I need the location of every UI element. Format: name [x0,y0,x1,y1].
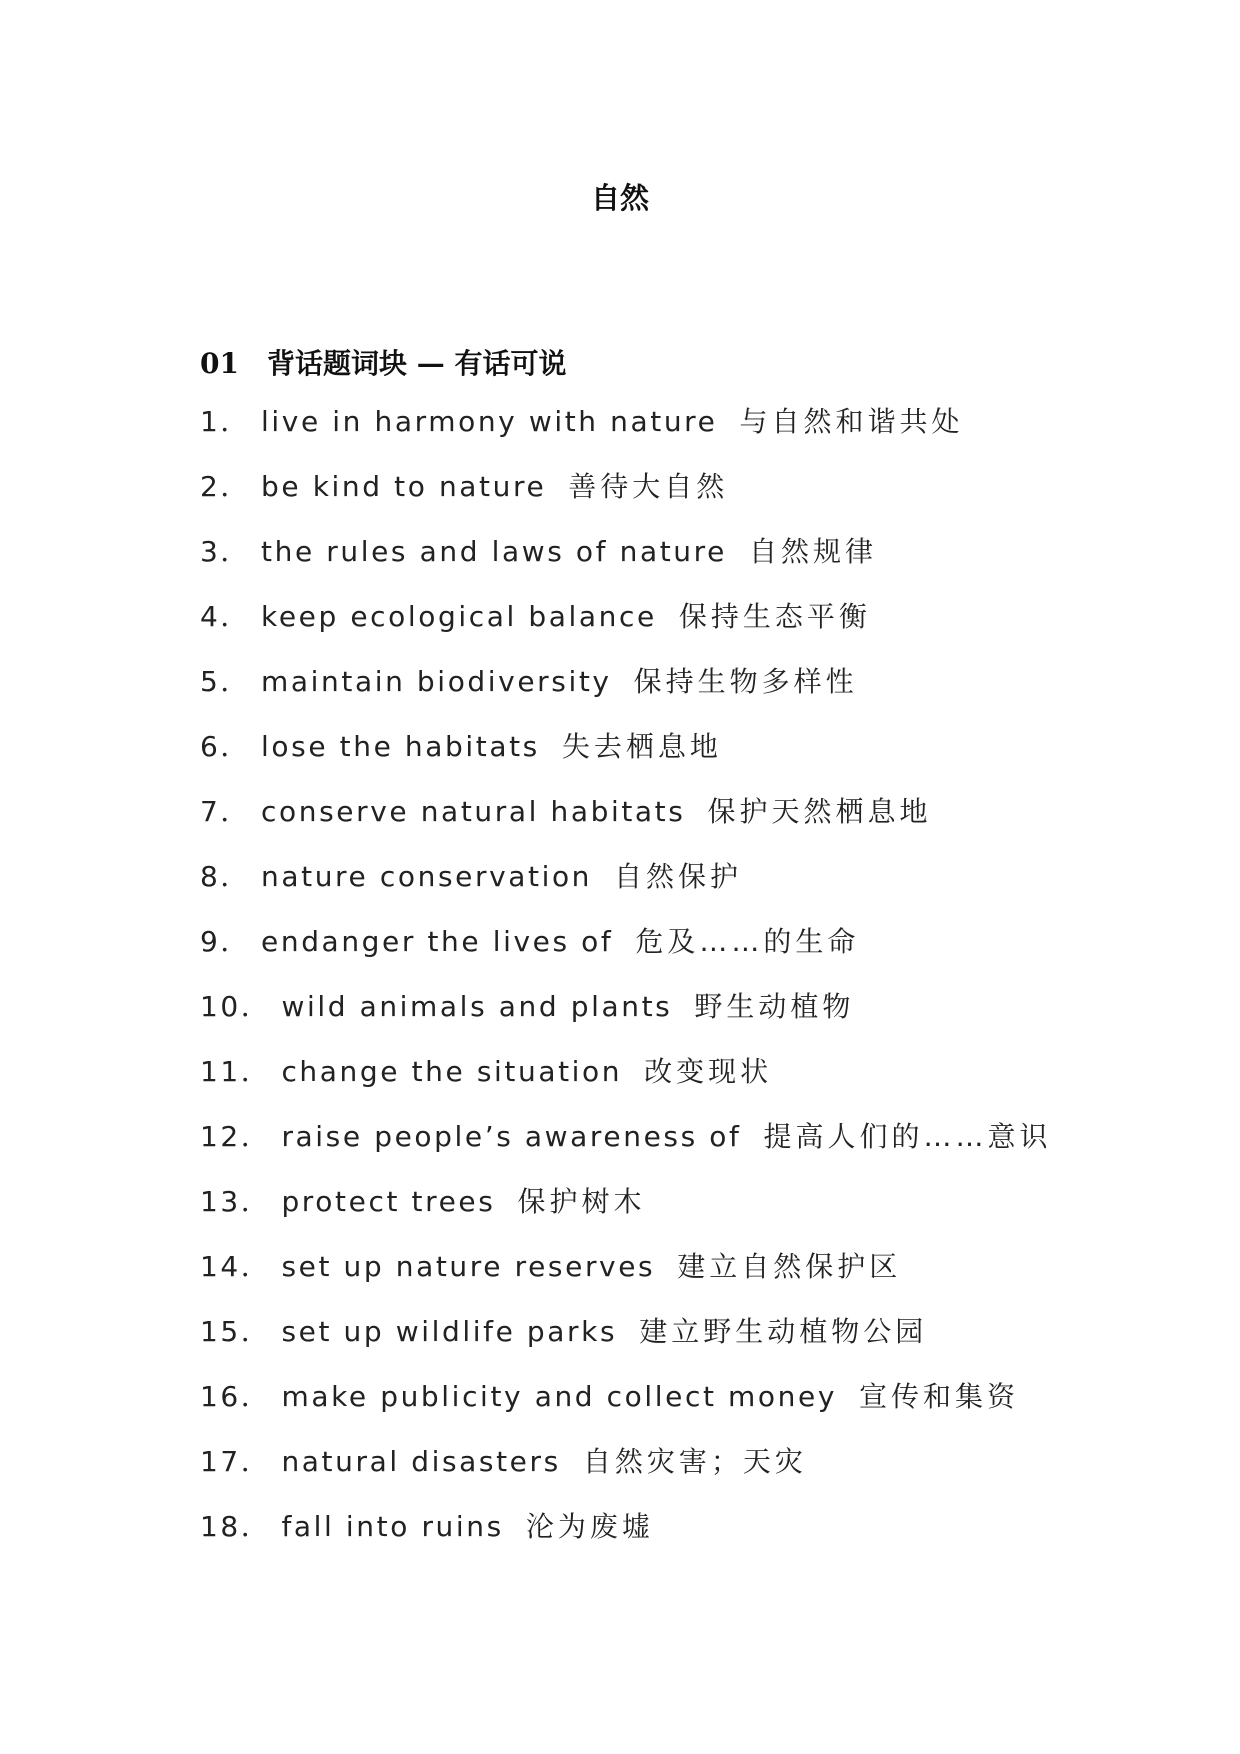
item-chinese: 沦为废墟 [525,1510,654,1543]
item-index: 5． [200,665,252,698]
item-chinese: 宣传和集资 [859,1380,1020,1413]
item-english: natural disasters [281,1445,561,1478]
item-english: set up wildlife parks [281,1315,618,1348]
item-index: 17． [200,1445,272,1478]
list-item [200,787,1052,852]
section-number: 01 [200,347,239,380]
item-english: protect trees [281,1185,496,1218]
list-item [200,657,1052,722]
list-item [200,1242,1052,1307]
section-heading-text: 背话题词块 — 有话可说 [266,347,567,380]
item-index: 12． [200,1120,272,1153]
list-item [200,917,1052,982]
item-english: nature conservation [261,860,593,893]
item-chinese: 保护天然栖息地 [707,795,932,828]
item-chinese: 建立野生动植物公园 [639,1315,928,1348]
item-chinese: 提高人们的……意识 [763,1120,1052,1153]
item-chinese: 与自然和谐共处 [739,405,964,438]
item-index: 4． [200,600,252,633]
item-index: 10． [200,990,272,1023]
list-item [200,1502,1052,1567]
item-chinese: 保护树木 [517,1185,646,1218]
item-chinese: 保持生态平衡 [678,600,871,633]
item-english: live in harmony with nature [261,405,718,438]
item-english: make publicity and collect money [281,1380,838,1413]
list-item [200,1372,1052,1437]
item-index: 13． [200,1185,272,1218]
item-english: the rules and laws of nature [261,535,727,568]
list-item [200,852,1052,917]
list-item [200,462,1052,527]
vocabulary-list [200,397,1052,1567]
item-english: lose the habitats [261,730,540,763]
list-item [200,592,1052,657]
list-item [200,527,1052,592]
item-index: 14． [200,1250,272,1283]
item-index: 18． [200,1510,272,1543]
item-english: wild animals and plants [281,990,673,1023]
list-item [200,1437,1052,1502]
item-index: 9． [200,925,252,958]
section-heading [200,342,566,382]
item-index: 15． [200,1315,272,1348]
item-chinese: 善待大自然 [568,470,729,503]
list-item [200,1047,1052,1112]
item-index: 11． [200,1055,272,1088]
list-item [200,982,1052,1047]
list-item [200,1112,1052,1177]
item-english: keep ecological balance [261,600,657,633]
item-chinese: 保持生物多样性 [633,665,858,698]
list-item [200,1177,1052,1242]
item-english: endanger the lives of [261,925,614,958]
item-index: 16． [200,1380,272,1413]
item-index: 8． [200,860,252,893]
list-item [200,1307,1052,1372]
item-chinese: 野生动植物 [694,990,855,1023]
item-chinese: 失去栖息地 [561,730,722,763]
item-english: change the situation [281,1055,623,1088]
item-index: 1． [200,405,252,438]
item-index: 7． [200,795,252,828]
page-title: 自然 [590,181,649,215]
item-chinese: 改变现状 [644,1055,773,1088]
item-english: raise people’s awareness of [281,1120,742,1153]
item-index: 3． [200,535,252,568]
item-chinese: 自然灾害；天灾 [582,1445,807,1478]
item-index: 2． [200,470,252,503]
item-english: maintain biodiversity [261,665,612,698]
item-english: be kind to nature [261,470,547,503]
item-chinese: 自然规律 [748,535,877,568]
list-item [200,397,1052,462]
list-item [200,722,1052,787]
item-english: fall into ruins [281,1510,504,1543]
item-english: conserve natural habitats [261,795,686,828]
item-english: set up nature reserves [281,1250,656,1283]
item-chinese: 危及……的生命 [635,925,860,958]
item-chinese: 自然保护 [614,860,743,893]
item-chinese: 建立自然保护区 [677,1250,902,1283]
item-index: 6． [200,730,252,763]
